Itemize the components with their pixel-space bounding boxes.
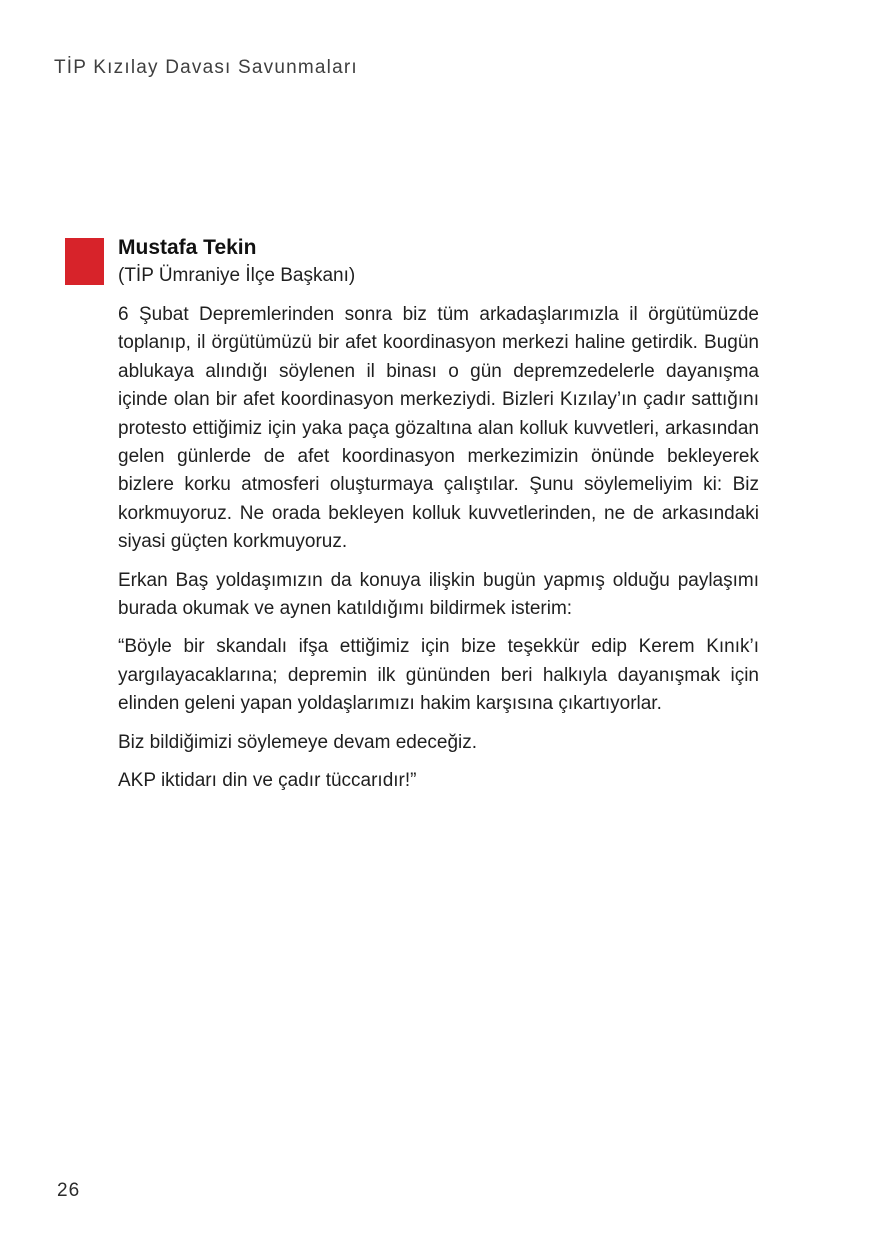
paragraph-5: AKP iktidarı din ve çadır tüccarıdır!” — [118, 770, 417, 792]
paragraph-1: 6 Şubat Depremlerinden sonra biz tüm arkadaşlarımızla il örgütümüzde toplanıp, il örgütümüzü bir afet koordinasyon merkezi haline getirdik. Bugün ablukaya alındığı söylenen il binası o gün depremzedelerle dayanışma içinde olan bir afet koordinasyon merkeziydi. Bizleri Kızılay’ın çadır sattığını protesto ettiğimiz için yaka paça gözaltına alan kolluk kuvvetleri, arkasından gelen günlerde de afet koordinasyon merkezimizin önünde bekleyerek bizlere korku atmosferi oluşturmaya çalıştılar. Şunu söylemeliyim ki: Biz korkmuyoruz. Ne orada bekleyen kolluk kuvvetlerinden, ne de arkasındaki siyasi güçten korkmuyoruz. — [118, 304, 759, 553]
accent-square — [65, 238, 104, 285]
speaker-name: Mustafa Tekin — [118, 236, 257, 259]
speech-body — [118, 301, 759, 796]
speaker-role: (TİP Ümraniye İlçe Başkanı) — [118, 265, 356, 286]
speech-block — [118, 234, 759, 806]
paragraph-3: “Böyle bir skandalı ifşa ettiğimiz için bize teşekkür edip Kerem Kınık’ı yargılayacaklarına; depremin ilk gününden beri halkıyla dayanışmak için elinden geleni yapan yoldaşlarımızı hakim karşısına çıkartıyorlar. — [118, 636, 759, 715]
paragraph-4: Biz bildiğimizi söylemeye devam edeceğiz. — [118, 731, 478, 753]
paragraph-2: Erkan Baş yoldaşımızın da konuya ilişkin bugün yapmış olduğu paylaşımı burada okumak ve aynen katıldığımı bildirmek isterim: — [118, 569, 759, 620]
page-number: 26 — [57, 1180, 81, 1201]
running-header: TİP Kızılay Davası Savunmaları — [54, 57, 358, 78]
